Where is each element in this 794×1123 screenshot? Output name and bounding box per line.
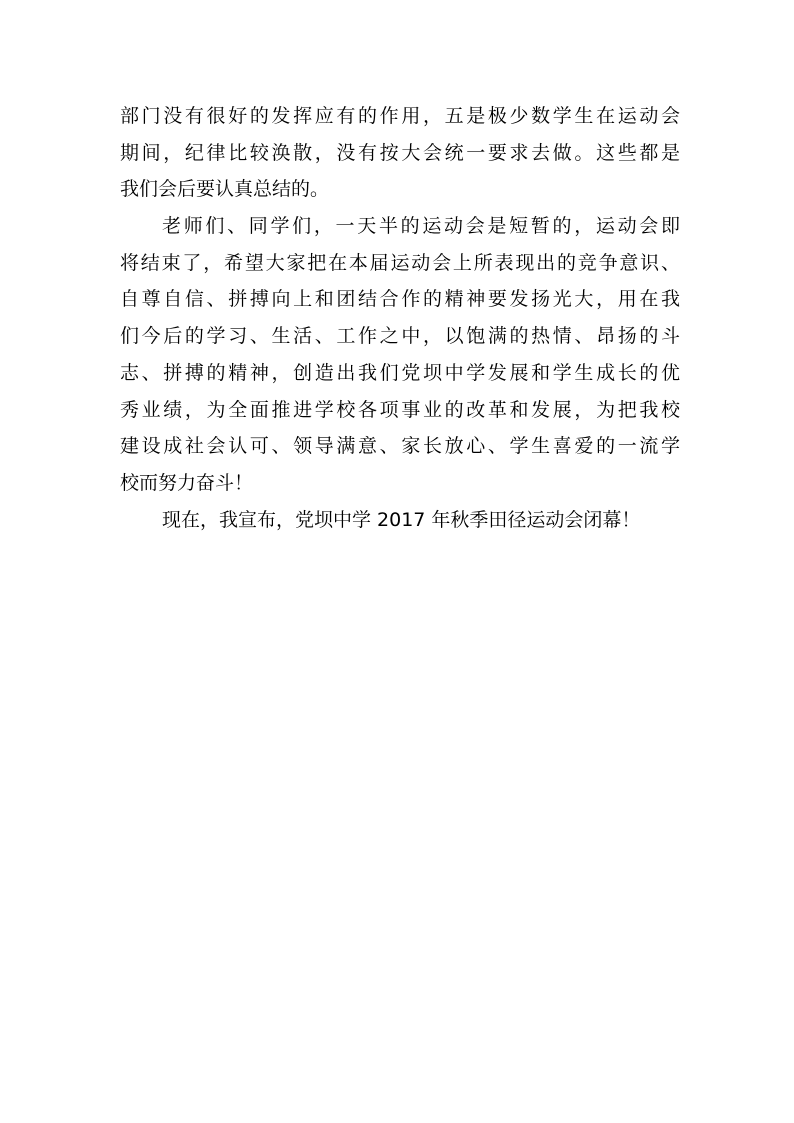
text-line: 部门没有很好的发挥应有的作用，五是极少数学生在运动会 <box>120 105 680 127</box>
paragraph-summary-continued <box>120 98 680 208</box>
text-line: 建设成社会认可、领导满意、家长放心、学生喜爱的一流学 <box>120 435 680 458</box>
text-line: 现在，我宣布，党坝中学 2017 年秋季田径运动会闭幕！ <box>162 508 641 531</box>
text-line: 将结束了，希望大家把在本届运动会上所表现出的竞争意识、 <box>120 251 680 274</box>
text-line: 老师们、同学们，一天半的运动会是短暂的，运动会即 <box>162 215 680 238</box>
text-line: 志、拼搏的精神，创造出我们党坝中学发展和学生成长的优 <box>120 361 680 384</box>
text-line: 秀业绩，为全面推进学校各项事业的改革和发展，为把我校 <box>120 398 680 421</box>
text-line: 自尊自信、拼搏向上和团结合作的精神要发扬光大，用在我 <box>120 288 680 311</box>
text-line: 期间，纪律比较涣散，没有按大会统一要求去做。这些都是 <box>120 141 680 164</box>
paragraph-closing-remarks <box>120 208 680 502</box>
text-line: 我们会后要认真总结的。 <box>120 178 330 201</box>
text-line: 们今后的学习、生活、工作之中，以饱满的热情、昂扬的斗 <box>120 325 680 348</box>
text-line: 校而努力奋斗！ <box>120 471 254 494</box>
document-body <box>120 98 680 538</box>
paragraph-announcement <box>120 502 680 539</box>
